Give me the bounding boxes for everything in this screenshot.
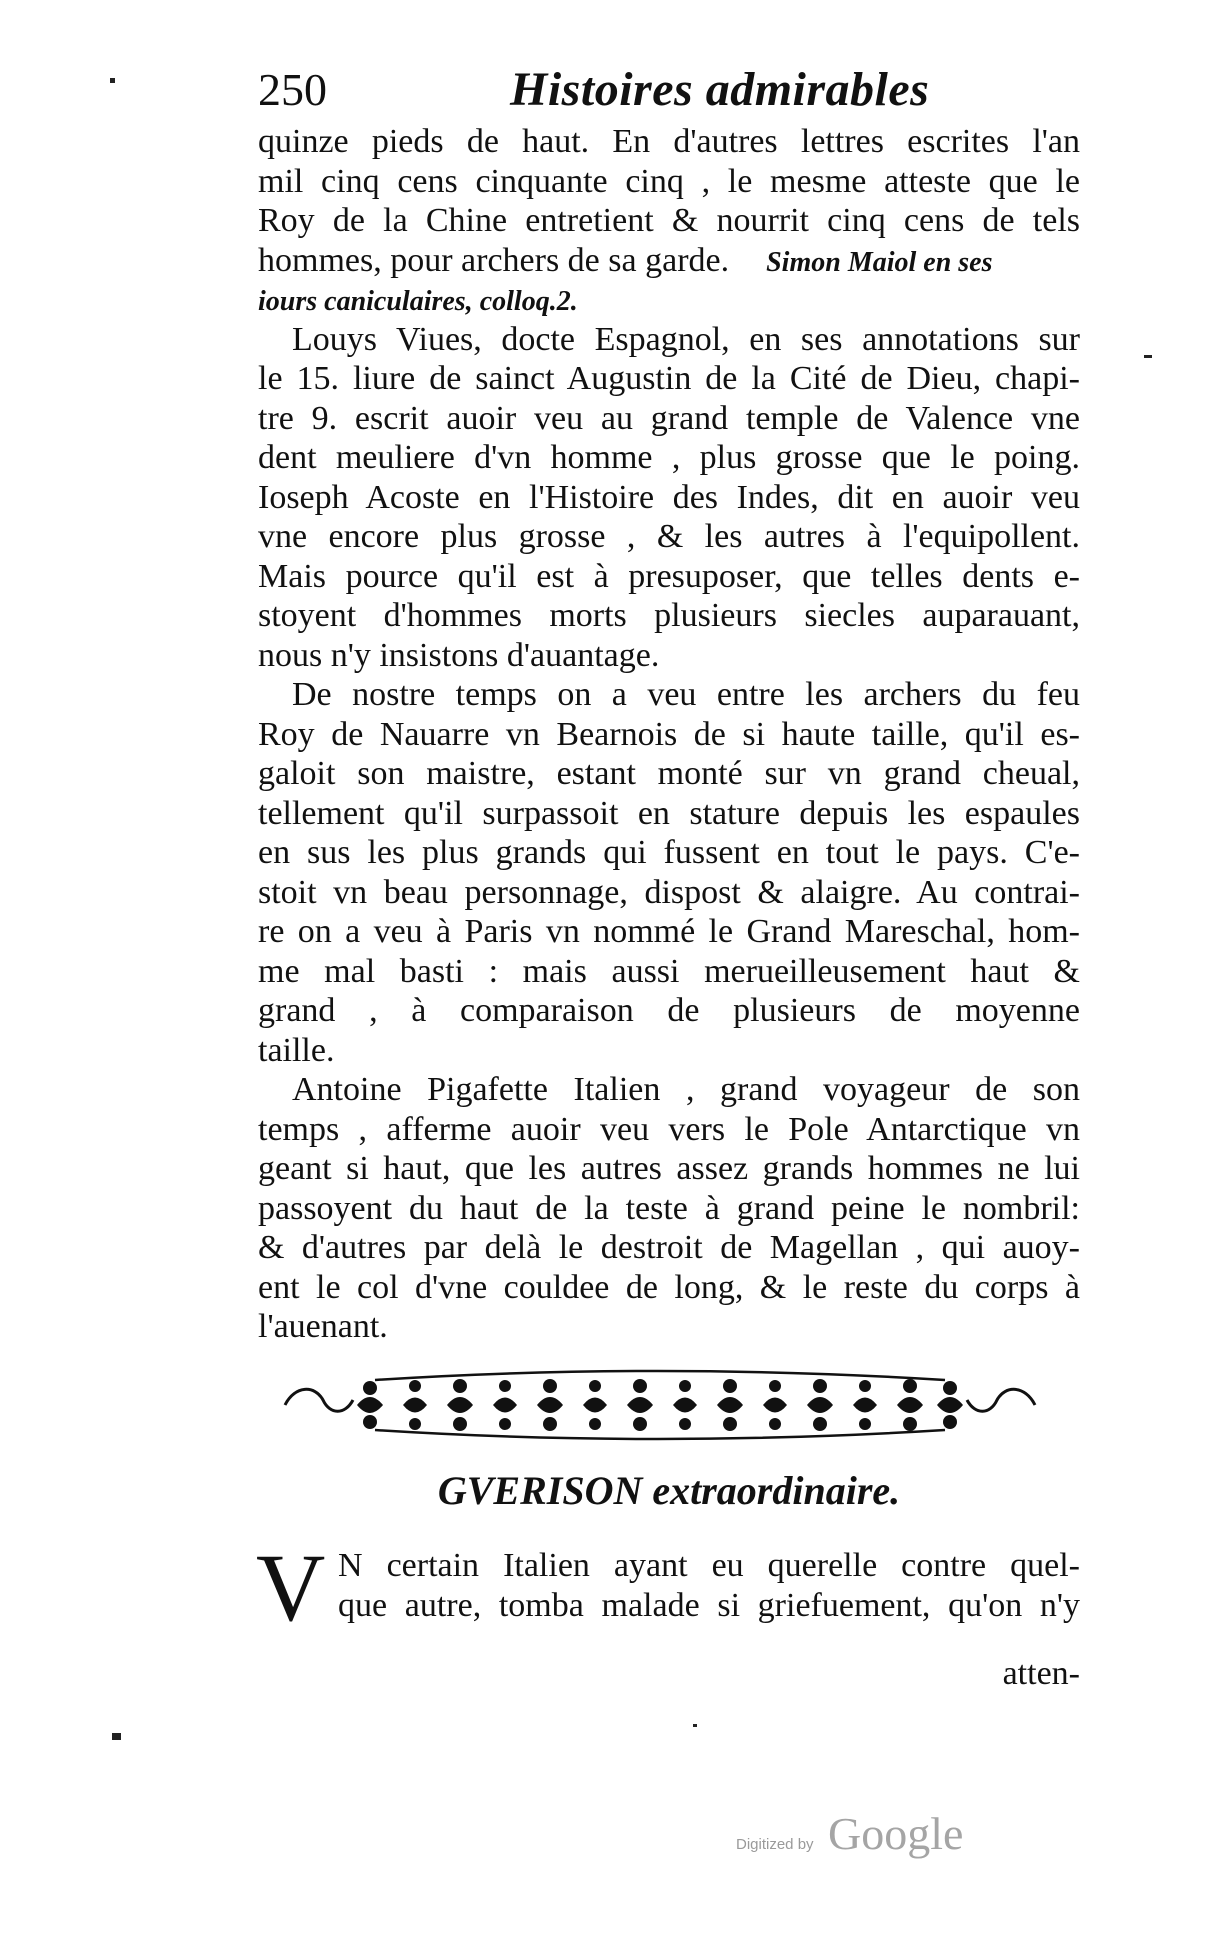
- ink-speck: [1144, 355, 1152, 358]
- text-line-with-citation: [258, 241, 1080, 281]
- digitized-watermark: [736, 1806, 1056, 1866]
- text-line: De nostre temps on a veu entre les archers du feu: [292, 676, 1080, 713]
- text-line: Roy de la Chine entretient & nourrit cinq cens de tels: [258, 202, 1080, 239]
- text-line: l'auenant.: [258, 1308, 388, 1345]
- text-line: Ioseph Acoste en l'Histoire des Indes, dit en auoir veu: [258, 478, 1080, 516]
- text-line: passoyent du haut de la teste à grand peine le nombril:: [258, 1189, 1080, 1227]
- text-line: stoyent d'hommes morts plusieurs siecles auparauant,: [258, 597, 1080, 634]
- running-title: Histoires admirables: [510, 63, 930, 116]
- main-text: [258, 122, 1080, 1347]
- text-line: nous n'y insistons d'auantage.: [258, 636, 660, 674]
- text-line: stoit vn beau personnage, dispost & alaigre. Au contrai-: [258, 873, 1080, 911]
- decorative-ornament-band: [275, 1360, 1045, 1450]
- text-line: hommes, pour archers de sa garde.: [258, 241, 730, 279]
- text-line: geant si haut, que les autres assez grands hommes ne lui: [258, 1150, 1080, 1187]
- citation-continuation: iours caniculaires, colloq.2.: [258, 286, 578, 317]
- watermark-logo-text: Google: [828, 1808, 964, 1859]
- text-line: re on a veu à Paris vn nommé le Grand Mareschal, hom-: [258, 913, 1080, 950]
- ink-speck: [112, 1733, 121, 1740]
- text-line: tre 9. escrit auoir veu au grand temple de Valence vne: [258, 399, 1080, 437]
- marginal-citation: Simon Maiol en ses: [766, 246, 993, 278]
- text-line: dent meuliere d'vn homme , plus grosse que le poing.: [258, 439, 1080, 476]
- text-line: Roy de Nauarre vn Bearnois de si haute taille, qu'il es-: [258, 715, 1080, 753]
- text-line: quinze pieds de haut. En d'autres lettres escrites l'an: [258, 123, 1080, 160]
- ink-speck: [693, 1724, 697, 1727]
- text-line: grand , à comparaison de plusieurs de moyenne: [258, 992, 1080, 1029]
- text-line: mil cinq cens cinquante cinq , le mesme atteste que le: [258, 162, 1080, 200]
- text-line: tellement qu'il surpassoit en stature depuis les espaules: [258, 794, 1080, 832]
- text-line: galoit son maistre, estant monté sur vn grand cheual,: [258, 755, 1080, 792]
- text-line: N certain Italien ayant eu querelle contre quel-: [338, 1547, 1080, 1584]
- text-line: temps , afferme auoir veu vers le Pole Antarctique vn: [258, 1110, 1080, 1148]
- page-number: 250: [258, 64, 327, 115]
- catchword: atten-: [1002, 1655, 1080, 1692]
- section-text: [338, 1546, 1080, 1625]
- text-line: vne encore plus grosse , & les autres à l'equipollent.: [258, 518, 1080, 555]
- text-line: & d'autres par delà le destroit de Magellan , qui auoy-: [258, 1229, 1080, 1266]
- text-line: Louys Viues, docte Espagnol, en ses annotations sur: [292, 320, 1080, 358]
- text-line: que autre, tomba malade si griefuement, qu'on n'y: [338, 1586, 1080, 1624]
- text-line: le 15. liure de sainct Augustin de la Cité de Dieu, chapi-: [258, 360, 1080, 397]
- text-line: en sus les plus grands qui fussent en tout le pays. C'e-: [258, 834, 1080, 871]
- text-line: Mais pource qu'il est à presuposer, que telles dents e-: [258, 557, 1080, 595]
- text-line: me mal basti : mais aussi merueilleusement haut &: [258, 952, 1080, 990]
- section-heading: GVERISON extraordinaire.: [437, 1468, 901, 1513]
- text-line: Antoine Pigafette Italien , grand voyageur de son: [292, 1071, 1080, 1108]
- citation-line: [258, 280, 1080, 320]
- text-line: taille.: [258, 1031, 335, 1069]
- text-line: ent le col d'vne couldee de long, & le reste du corps à: [258, 1268, 1080, 1306]
- watermark-small-text: Digitized by: [736, 1836, 814, 1853]
- drop-cap: V: [256, 1534, 326, 1641]
- ink-speck: [110, 78, 115, 83]
